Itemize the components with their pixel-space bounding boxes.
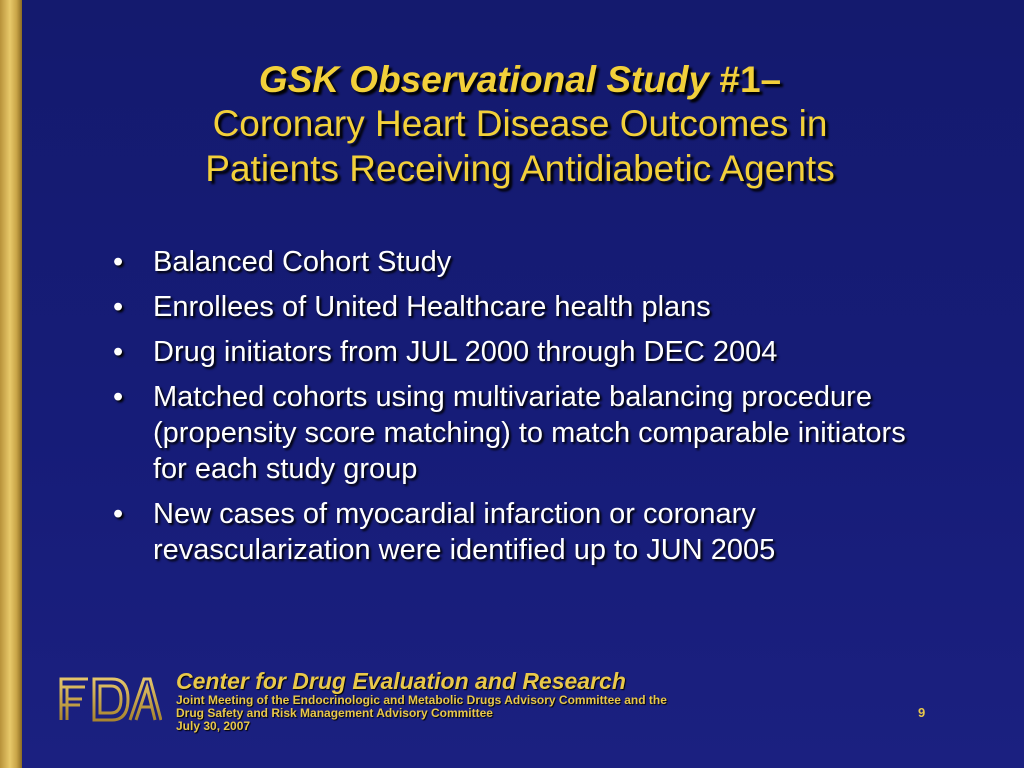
bullet-marker: •: [113, 498, 124, 530]
list-item: [113, 289, 913, 325]
bullet-text: Drug initiators from JUL 2000 through DEC 2004: [153, 336, 778, 368]
bullet-text: New cases of myocardial infarction or coronary revascularization were identified up to JUN 2005: [153, 498, 776, 566]
bullet-list: [113, 244, 913, 577]
fda-logo-icon: [58, 675, 162, 723]
footer: [176, 668, 836, 733]
footer-date: July 30, 2007: [176, 719, 251, 733]
list-item: [113, 379, 913, 487]
left-accent-bar: [0, 0, 22, 768]
title-line-3: Patients Receiving Antidiabetic Agents: [205, 147, 835, 189]
list-item: [113, 334, 913, 370]
list-item: [113, 244, 913, 280]
list-item: [113, 496, 913, 568]
footer-meeting-line-1: Joint Meeting of the Endocrinologic and Metabolic Drugs Advisory Committee and the: [176, 693, 667, 707]
bullet-marker: •: [113, 381, 124, 413]
bullet-text: Matched cohorts using multivariate balancing procedure (propensity score matching) to match comparable initiators for each study group: [153, 381, 906, 485]
title-line-1: [60, 58, 980, 102]
title-study-name: GSK Observational Study: [258, 59, 710, 100]
page-number: 9: [918, 705, 926, 720]
bullet-text: Enrollees of United Healthcare health plans: [153, 291, 711, 323]
bullet-marker: •: [113, 246, 124, 278]
bullet-marker: •: [113, 336, 124, 368]
title-line-2: Coronary Heart Disease Outcomes in: [212, 103, 828, 145]
footer-meeting-line-2: Drug Safety and Risk Management Advisory Committee: [176, 706, 493, 720]
bullet-marker: •: [113, 291, 124, 323]
bullet-text: Balanced Cohort Study: [153, 246, 452, 278]
footer-center-name: Center for Drug Evaluation and Research: [176, 668, 626, 694]
slide-title: [60, 58, 980, 191]
title-study-number: #1–: [709, 59, 782, 100]
